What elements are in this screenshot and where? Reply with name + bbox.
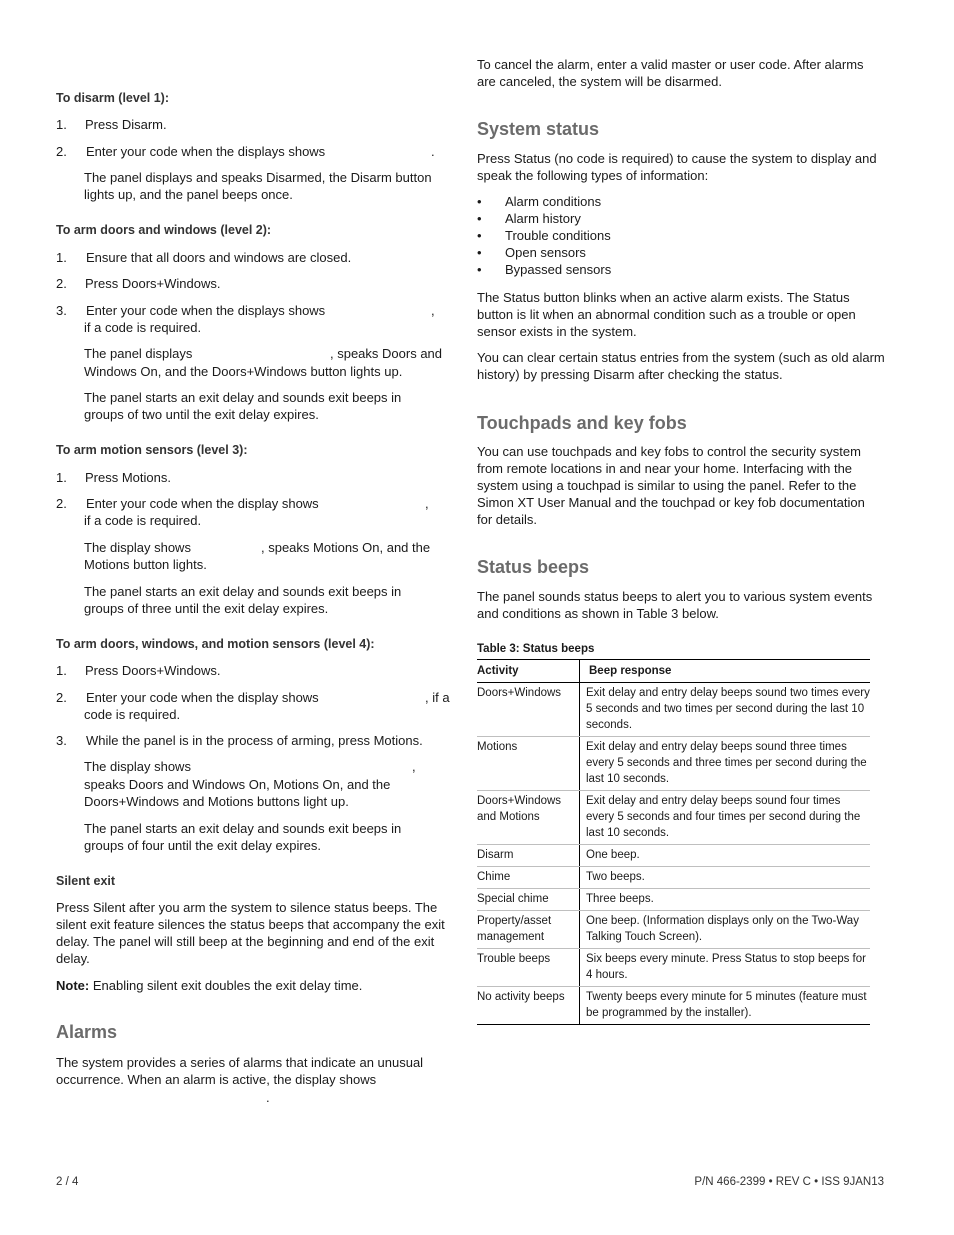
arm4-step-2-cont: code is required. [84,707,181,722]
arm3-exit: The panel starts an exit delay and sounds exit beeps in groups of three until the exit delay expires. [84,584,402,616]
arm2-step-3: Enter your code when the displays shows [86,303,326,318]
table-row: Special chime Three beeps. [477,889,870,911]
clear-status-text: You can clear certain status entries from the system (such as old alarm history) by pressing Disarm after checking the status. [477,350,885,382]
table-row: Property/asset management One beep. (Information displays only on the Two-Way Talking Touch Screen). [477,911,870,949]
status-button-text: The Status button blinks when an active alarm exists. The Status button is lit when an abnormal condition such as a trouble or open sensor exists in the system. [477,290,856,339]
arm2-step-2: Press Doors+Windows. [85,276,221,291]
arm3-step-2-cont: if a code is required. [84,513,202,528]
table-row: Disarm One beep. [477,845,870,867]
arm2-display-suffix: , speaks Doors and [330,346,443,361]
table-header-row [477,660,870,683]
arm4-step-3: While the panel is in the process of arming, press Motions. [86,733,423,748]
status-list [477,193,777,278]
arm3-heading: To arm motion sensors (level 3): [56,443,248,457]
touchpads-heading: Touchpads and key fobs [477,413,687,433]
arm3-step-2-tail: , [425,496,429,511]
part-number: P/N 466-2399 • REV C • ISS 9JAN13 [694,1176,884,1188]
alarms-tail: . [266,1090,270,1105]
arm4-heading: To arm doors, windows, and motion sensors (level 4): [56,637,375,651]
table-row: Trouble beeps Six beeps every minute. Press Status to stop beeps for 4 hours. [477,949,870,987]
arm3-display-prefix: The display shows [84,540,191,555]
system-status-intro: Press Status (no code is required) to cause the system to display and speak the following types of information: [477,151,877,183]
column-header-beep-response: Beep response [580,660,871,683]
arm3-display-suffix: , speaks Motions On, and the [261,540,431,555]
table-row: Doors+Windows Exit delay and entry delay beeps sound two times every 5 seconds and two times per second during the last 10 seconds. [477,683,870,737]
arm2-display-cont: Windows On, and the Doors+Windows button lights up. [84,364,403,379]
arm2-step-3-tail: , [431,303,435,318]
arm4-display-cont: speaks Doors and Windows On, Motions On, and the Doors+Windows and Motions buttons light up. [84,777,391,809]
disarm-step-2-tail: . [431,144,435,159]
list-item: • Open sensors [477,245,586,260]
alarms-heading: Alarms [56,1022,118,1042]
touchpads-text: You can use touchpads and key fobs to control the security system from remote locations in and near your home. Interfacing with the system using a touchpad is similar to using the panel. Refer to the Simon XT User Manual and the touchpad or key fob documentation for details. [477,444,865,527]
disarm-note: The panel displays and speaks Disarmed, the Disarm button lights up, and the panel beeps once. [84,170,432,202]
table-row: Chime Two beeps. [477,867,870,889]
cancel-alarm-text: To cancel the alarm, enter a valid master or user code. After alarms are canceled, the system will be disarmed. [477,57,864,89]
arm2-step-1: Ensure that all doors and windows are closed. [86,250,352,265]
system-status-heading: System status [477,119,600,139]
arm2-exit: The panel starts an exit delay and sounds exit beeps in groups of two until the exit delay expires. [84,390,402,422]
disarm-step-2: Enter your code when the displays shows [86,144,326,159]
table-row: No activity beeps Twenty beeps every minute for 5 minutes (feature must be programmed by the installer). [477,987,870,1025]
arm4-step-2-tail: , if a [425,690,450,705]
disarm-heading: To disarm (level 1): [56,91,169,105]
arm3-display-cont: Motions button lights. [84,557,207,572]
list-item: • Bypassed sensors [477,262,612,277]
arm4-exit: The panel starts an exit delay and sounds exit beeps in groups of four until the exit delay expires. [84,821,402,853]
arm4-display-prefix: The display shows [84,759,191,774]
arm4-display-tail: , [412,759,416,774]
table-row: Doors+Windows and Motions Exit delay and entry delay beeps sound four times every 5 seconds and four times per second during the last 10 seconds. [477,791,870,845]
note-label: Note: [56,978,90,993]
list-item: • Alarm conditions [477,194,602,209]
status-beeps-heading: Status beeps [477,557,590,577]
table-caption: Table 3: Status beeps [477,643,595,655]
list-item: • Trouble conditions [477,228,611,243]
arm4-step-1: Press Doors+Windows. [85,663,221,678]
arm4-step-2: Enter your code when the display shows [86,690,319,705]
table-row: Motions Exit delay and entry delay beeps sound three times every 5 seconds and three times per second during the last 10 seconds. [477,737,870,791]
column-header-activity: Activity [477,660,580,683]
status-beeps-table [477,659,870,1025]
arm2-heading: To arm doors and windows (level 2): [56,223,272,237]
arm2-display-prefix: The panel displays [84,346,193,361]
arm3-step-1: Press Motions. [85,470,171,485]
silent-exit-note [56,977,456,994]
list-item: • Alarm history [477,211,581,226]
page-number: 2 / 4 [56,1176,79,1188]
silent-exit-text: Press Silent after you arm the system to silence status beeps. The silent exit feature silences the status beeps that accompany the exit delay. The panel will still beep at the beginning and end of the exit delay. [56,900,445,966]
note-text: Enabling silent exit doubles the exit delay time. [89,978,363,993]
alarms-text: The system provides a series of alarms that indicate an unusual occurrence. When an alarm is active, the display shows [56,1055,424,1087]
silent-exit-heading: Silent exit [56,874,116,888]
arm3-step-2: Enter your code when the display shows [86,496,319,511]
disarm-step-1: Press Disarm. [85,117,167,132]
status-beeps-text: The panel sounds status beeps to alert you to various system events and conditions as shown in Table 3 below. [477,589,873,621]
arm2-step-3-cont: if a code is required. [84,320,202,335]
